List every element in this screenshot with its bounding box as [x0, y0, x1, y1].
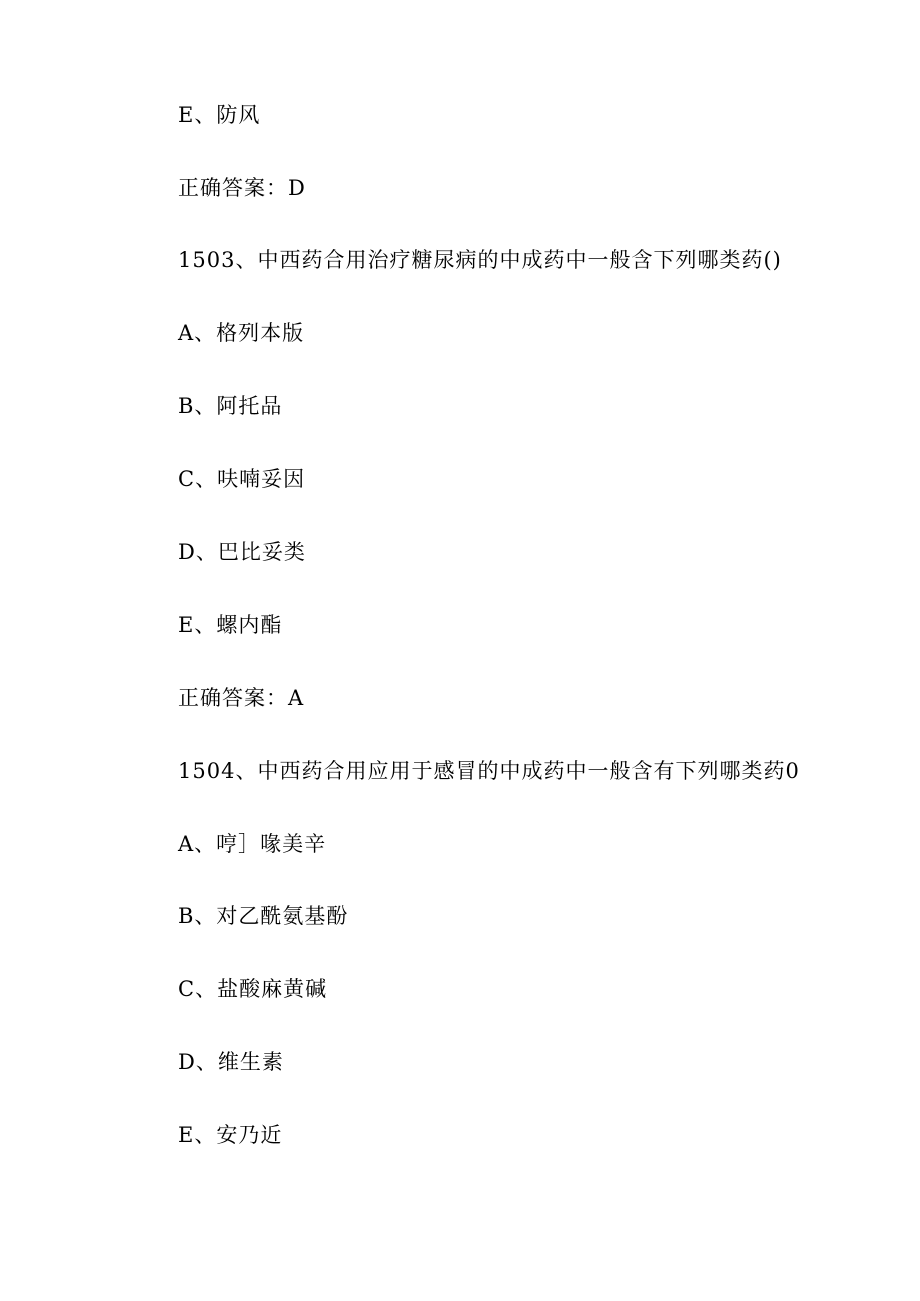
- question-1504-text: 1504、中西药合用应用于感冒的中成药中一般含有下列哪类药0: [178, 759, 800, 783]
- question-1503-option-b: B、阿托品: [178, 394, 283, 418]
- question-1503-text: 1503、中西药合用治疗糖尿病的中成药中一般含下列哪类药(): [178, 248, 782, 272]
- question-1504-option-e: E、安乃近: [178, 1123, 283, 1147]
- question-1503-option-e: E、螺内酯: [178, 613, 283, 637]
- prev-question-answer: 正确答案：D: [178, 176, 306, 200]
- question-1504-option-a: A、哼］喙美辛: [178, 832, 327, 856]
- question-1504-option-d: D、维生素: [178, 1050, 284, 1074]
- prev-question-option-e: E、防风: [178, 103, 261, 127]
- question-1503-option-d: D、巴比妥类: [178, 540, 306, 564]
- question-1504-option-b: B、对乙酰氨基酚: [178, 904, 349, 928]
- question-1504-option-c: C、盐酸麻黄碱: [178, 977, 328, 1001]
- question-1503-option-a: A、格列本版: [178, 321, 305, 345]
- question-1503-answer: 正确答案：A: [178, 686, 305, 710]
- question-1503-option-c: C、呋喃妥因: [178, 467, 306, 491]
